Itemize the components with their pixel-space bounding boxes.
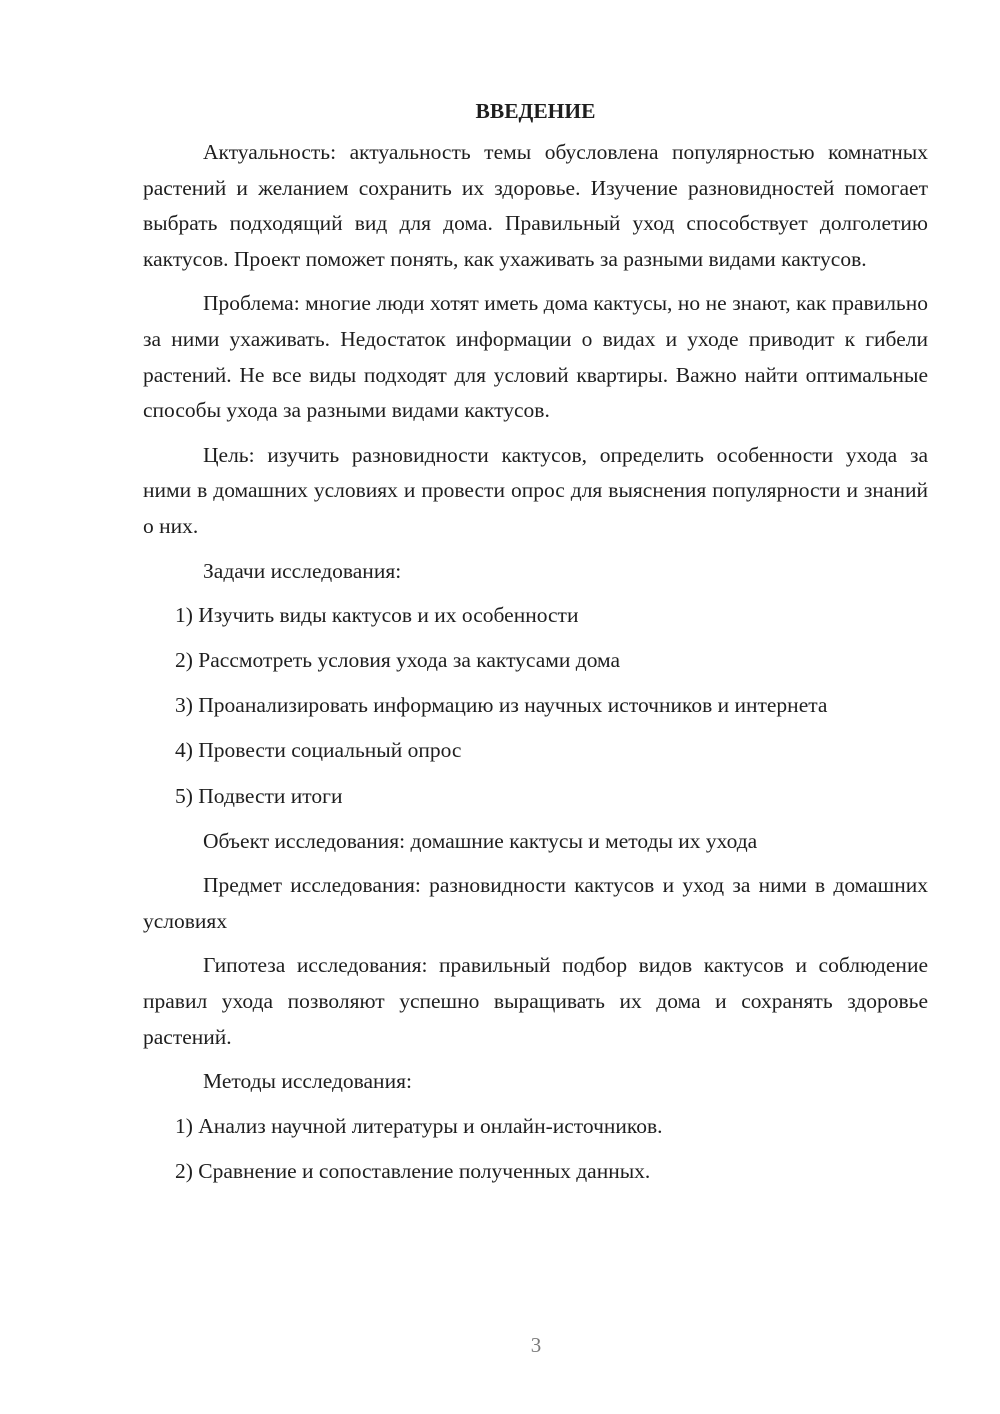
problem-paragraph: Проблема: многие люди хотят иметь дома кактусы, но не знают, как правильно за ними ухаживать. Недостаток информации о видах и уходе приводит к гибели растений. Не все виды подходят для условий квартиры. Важно найти оптимальные способы ухода за разными видами кактусов. xyxy=(143,291,928,423)
relevance-paragraph: Актуальность: актуальность темы обусловлена популярностью комнатных растений и желанием сохранить их здоровье. Изучение разновидностей помогает выбрать подходящий вид для дома. Правильный уход способствует долголетию кактусов. Проект поможет понять, как ухаживать за разными видами кактусов. xyxy=(143,140,928,271)
section-heading: ВВЕДЕНИЕ xyxy=(475,99,596,123)
subject-paragraph: Предмет исследования: разновидности кактусов и уход за ними в домашних условиях xyxy=(143,873,928,933)
hypothesis-paragraph: Гипотеза исследования: правильный подбор видов кактусов и соблюдение правил ухода позволяют успешно выращивать их дома и сохранять здоровье растений. xyxy=(143,953,928,1049)
method-item: 2) Сравнение и сопоставление полученных данных. xyxy=(175,1158,651,1183)
document-page xyxy=(143,96,928,1199)
object-paragraph: Объект исследования: домашние кактусы и методы их ухода xyxy=(203,828,758,853)
task-item: 5) Подвести итоги xyxy=(175,783,343,808)
page-number: 3 xyxy=(530,1333,542,1357)
task-item: 4) Провести социальный опрос xyxy=(175,738,462,763)
methods-title: Методы исследования: xyxy=(203,1069,412,1094)
task-item: 3) Проанализировать информацию из научных источников и интернета xyxy=(175,693,828,718)
method-item: 1) Анализ научной литературы и онлайн-источников. xyxy=(175,1113,663,1138)
tasks-title: Задачи исследования: xyxy=(203,558,402,583)
goal-paragraph: Цель: изучить разновидности кактусов, определить особенности ухода за ними в домашних условиях и провести опрос для выяснения популярности и знаний о них. xyxy=(143,442,928,538)
task-item: 2) Рассмотреть условия ухода за кактусами дома xyxy=(175,648,621,673)
task-item: 1) Изучить виды кактусов и их особенности xyxy=(175,603,579,628)
